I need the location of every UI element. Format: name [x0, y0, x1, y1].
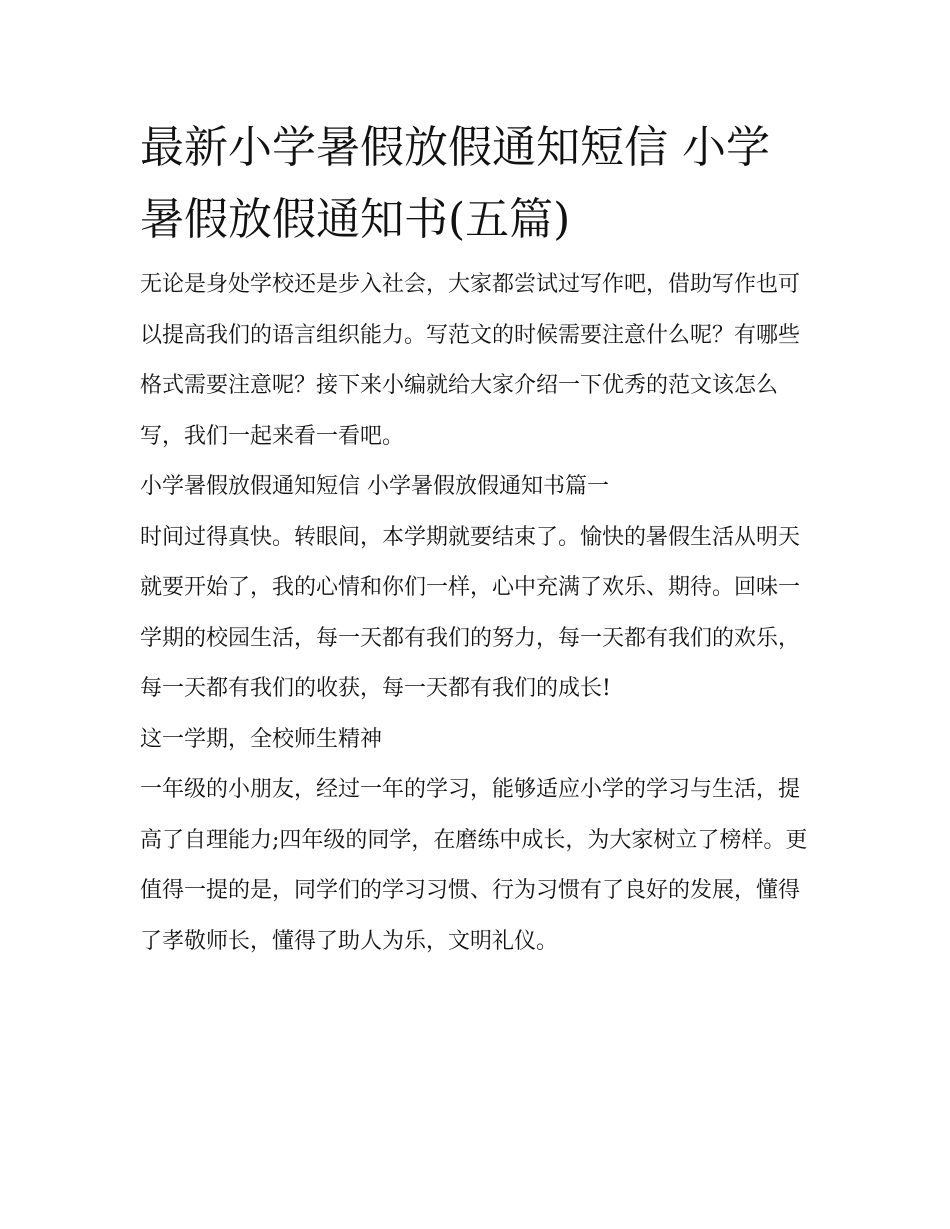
body-paragraph: 时间过得真快。转眼间，本学期就要结束了。愉快的暑假生活从明天就要开始了，我的心情和你们一样，心中充满了欢乐、期待。回味一学期的校园生活，每一天都有我们的努力，每一天都有我们的欢乐，每一天都有我们的收获，每一天都有我们的成长! [140, 524, 801, 701]
section-heading: 小学暑假放假通知短信 小学暑假放假通知书篇一 [140, 474, 609, 499]
document-page [140, 112, 812, 967]
body-paragraph: 一年级的小朋友，经过一年的学习，能够适应小学的学习与生活，提高了自理能力;四年级的同学，在磨练中成长，为大家树立了榜样。更值得一提的是，同学们的学习习惯、行为习惯有了良好的发展，懂得了孝敬师长，懂得了助人为乐，文明礼仪。 [140, 777, 808, 954]
document-title: 最新小学暑假放假通知短信 小学暑假放假通知书(五篇) [140, 122, 770, 245]
body-paragraph: 这一学期，全校师生精神 [140, 726, 383, 752]
intro-paragraph: 无论是身处学校还是步入社会，大家都尝试过写作吧，借助写作也可以提高我们的语言组织能力。写范文的时候需要注意什么呢？有哪些格式需要注意呢？接下来小编就给大家介绍一下优秀的范文该怎么写，我们一起来看一看吧。 [140, 272, 801, 449]
